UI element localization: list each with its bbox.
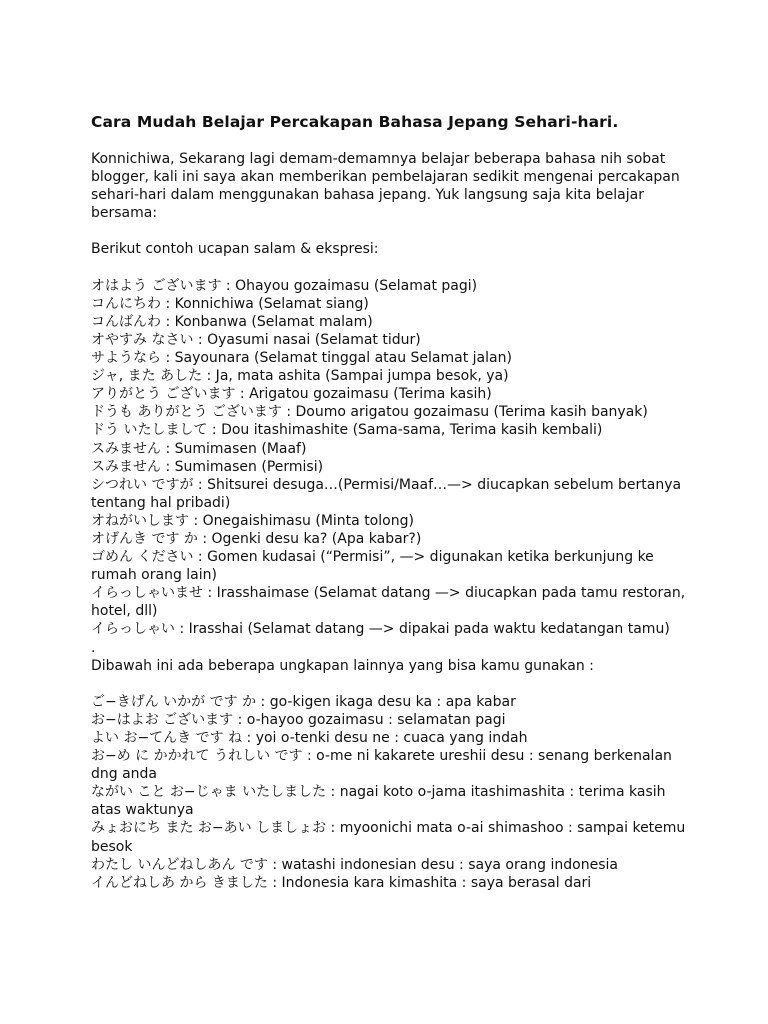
- greeting-line: オげんき です か : Ogenki desu ka? (Apa kabar?): [91, 530, 422, 547]
- greeting-line: サようなら : Sayounara (Selamat tinggal atau Selamat jalan): [91, 350, 512, 367]
- greeting-line: スみません : Sumimasen (Maaf): [91, 440, 307, 457]
- greeting-line: イらっしゃい : Irasshai (Selamat datang —> dipakai pada waktu kedatangan tamu): [91, 621, 670, 638]
- document-page: [91, 112, 691, 892]
- greeting-line: オはよう ございます : Ohayou gozaimasu (Selamat pagi): [91, 277, 478, 294]
- spacer: [91, 259, 691, 277]
- section-heading-greetings: Berikut contoh ucapan salam & ekspresi:: [91, 241, 379, 258]
- greeting-line: イらっしゃいませ : Irasshaimase (Selamat datang —> diucapkan pada tamu restoran, hotel, dll): [91, 585, 686, 620]
- greeting-line: オやすみ なさい : Oyasumi nasai (Selamat tidur): [91, 331, 421, 348]
- greeting-line: ドう いたしまして : Dou itashimashite (Sama-sama, Terima kasih kembali): [91, 422, 603, 439]
- greeting-line: コんばんわ : Konbanwa (Selamat malam): [91, 313, 373, 330]
- greeting-line: ドうも ありがとう ございます : Doumo arigatou gozaimasu (Terima kasih banyak): [91, 404, 648, 421]
- expression-line: よい お−てんき です ね : yoi o-tenki desu ne : cuaca yang indah: [91, 730, 528, 746]
- expression-line: みょおにち また お−あい しましょお : myoonichi mata o-ai shimashoo : sampai ketemu besok: [91, 820, 686, 855]
- expression-line: わたし いんどねしあん です : watashi indonesian desu : saya orang indonesia: [91, 856, 618, 873]
- expression-line: ながい こと お−じゃま いたしました : nagai koto o-jama itashimashita : terima kasih atas waktunya: [91, 784, 666, 819]
- greeting-line: ゴめん ください : Gomen kudasai (“Permisi”, —> digunakan ketika berkunjung ke rumah orang lain): [91, 549, 654, 584]
- intro-paragraph: Konnichiwa, Sekarang lagi demam-demamnya belajar beberapa bahasa nih sobat blogger, kali ini saya akan memberikan pembelajaran sedikit mengenai percakapan sehari-hari dalam menggunakan bahasa jepang. Yuk langsung saja kita belajar bersama:: [91, 151, 680, 222]
- expression-line: お−はよお ございます : o-hayoo gozaimasu : selamatan pagi: [91, 711, 506, 728]
- expression-line: お−め に かかれて うれしい です : o-me ni kakarete ureshii desu : senang berkenalan dng anda: [91, 748, 672, 783]
- greeting-line: アりがとう ございます : Arigatou gozaimasu (Terima kasih): [91, 386, 492, 403]
- expression-line: ご−きげん いかが です か : go-kigen ikaga desu ka : apa kabar: [91, 693, 516, 710]
- greeting-line: コんにちわ : Konnichiwa (Selamat siang): [91, 295, 369, 312]
- greetings-list: [91, 277, 691, 639]
- expressions-list: [91, 693, 691, 892]
- greeting-line: シつれい ですが : Shitsurei desuga…(Permisi/Maaf…—> diucapkan sebelum bertanya tentang hal pribadi): [91, 476, 682, 511]
- dot-line: .: [91, 639, 96, 656]
- greeting-line: スみません : Sumimasen (Permisi): [91, 458, 324, 475]
- greeting-line: ジャ, また あした : Ja, mata ashita (Sampai jumpa besok, ya): [91, 368, 509, 385]
- expression-line: イんどねしあ から きました : Indonesia kara kimashita : saya berasal dari: [91, 874, 592, 891]
- greeting-line: オねがいします : Onegaishimasu (Minta tolong): [91, 512, 414, 529]
- spacer: [91, 675, 691, 693]
- section-heading-expressions: Dibawah ini ada beberapa ungkapan lainnya yang bisa kamu gunakan :: [91, 657, 594, 674]
- document-title: Cara Mudah Belajar Percakapan Bahasa Jepang Sehari-hari.: [91, 113, 619, 131]
- spacer: [91, 222, 691, 240]
